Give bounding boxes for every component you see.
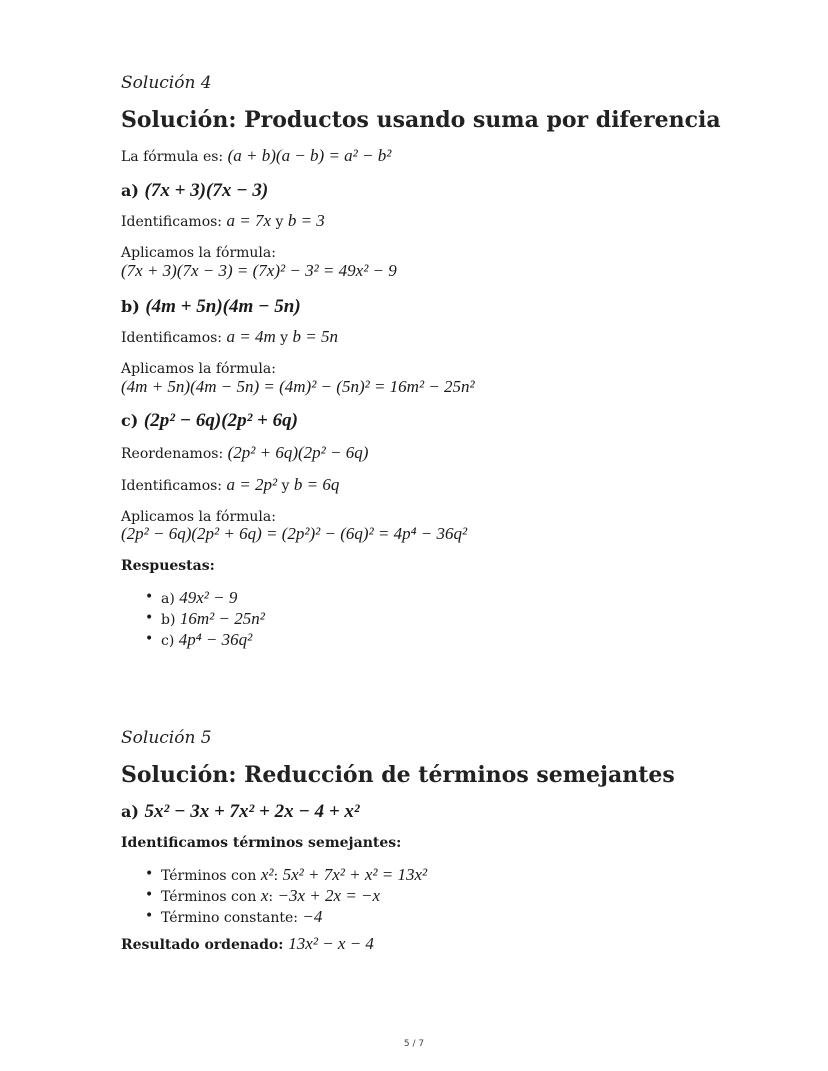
apply-steps-a	[121, 261, 397, 282]
subheading-prefix: a)	[121, 181, 145, 200]
answers-list	[121, 588, 265, 651]
bullet-icon: •	[145, 631, 154, 647]
term-expr: −3x + 2x = −x	[277, 886, 381, 905]
subheading-math: (4m + 5n)(4m − 5n)	[145, 296, 301, 317]
subheading-math: (2p² − 6q)(2p² + 6q)	[143, 410, 298, 431]
answers-label: Respuestas:	[121, 558, 215, 574]
apply-label-b: Aplicamos la fórmula:	[121, 361, 276, 377]
result-label: Resultado ordenado:	[121, 937, 289, 953]
result-math: 13x² − x − 4	[288, 934, 374, 953]
identify-prefix: Identificamos:	[121, 214, 227, 230]
identify-line-b	[121, 327, 338, 348]
bullet-icon: •	[145, 866, 154, 882]
answer-prefix: c)	[161, 633, 179, 649]
answer-value: 4p⁴ − 36q²	[178, 630, 253, 649]
identify-a: a = 4m	[226, 327, 276, 346]
formula-line	[121, 146, 391, 167]
subheading-prefix: c)	[121, 411, 144, 430]
identify-line-a	[121, 211, 325, 232]
section-title: Solución: Productos usando suma por diferencia	[121, 107, 721, 133]
steps-math: (2p² − 6q)(2p² + 6q) = (2p²)² − (6q)² = 4p⁴ − 36q²	[121, 524, 468, 543]
reorder-line-c	[121, 443, 368, 464]
answer-value: 49x² − 9	[179, 588, 238, 607]
subheading-prefix: b)	[121, 297, 146, 316]
formula-prefix: La fórmula es:	[121, 149, 228, 165]
term-var: x²	[260, 865, 274, 884]
bullet-icon: •	[145, 589, 154, 605]
list-item	[121, 865, 427, 886]
identify-b: b = 5n	[292, 327, 339, 346]
apply-steps-b	[121, 377, 475, 398]
list-item	[121, 609, 265, 630]
identify-y: y	[277, 478, 294, 494]
answer-prefix: b)	[161, 612, 180, 628]
subheading-a	[121, 180, 268, 202]
answer-value: 16m² − 25n²	[179, 609, 265, 628]
formula-math: (a + b)(a − b) = a² − b²	[227, 146, 392, 165]
list-item	[121, 630, 265, 651]
steps-math: (7x + 3)(7x − 3) = (7x)² − 3² = 49x² − 9	[121, 261, 397, 280]
list-item	[121, 588, 265, 609]
term-expr: −4	[302, 907, 323, 926]
identify-y: y	[271, 214, 288, 230]
section-label: Solución 5	[121, 728, 212, 748]
section-label: Solución 4	[121, 73, 212, 93]
reorder-math: (2p² + 6q)(2p² − 6q)	[227, 443, 369, 462]
subheading-math: 5x² − 3x + 7x² + 2x − 4 + x²	[144, 801, 360, 822]
subheading-prefix: a)	[121, 802, 145, 821]
reorder-prefix: Reordenamos:	[121, 446, 228, 462]
term-colon: :	[268, 889, 278, 905]
list-item	[121, 886, 427, 907]
term-expr: 5x² + 7x² + x² = 13x²	[282, 865, 428, 884]
apply-label-c: Aplicamos la fórmula:	[121, 509, 276, 525]
terms-list	[121, 865, 427, 928]
answer-prefix: a)	[161, 591, 180, 607]
page-number: 5 / 7	[403, 1039, 425, 1049]
term-colon: :	[273, 868, 283, 884]
term-prefix: Términos con	[161, 889, 261, 905]
term-var: x	[260, 886, 269, 905]
result-line	[121, 934, 374, 955]
subheading-b	[121, 296, 301, 318]
identify-prefix: Identificamos:	[121, 478, 227, 494]
apply-steps-c	[121, 524, 467, 545]
identify-y: y	[275, 330, 293, 346]
identify-b: b = 3	[287, 211, 325, 230]
bullet-icon: •	[145, 610, 154, 626]
apply-label-a: Aplicamos la fórmula:	[121, 245, 276, 261]
identify-b: b = 6q	[293, 475, 340, 494]
term-prefix: Término constante:	[161, 910, 303, 926]
identify-a: a = 7x	[226, 211, 272, 230]
subheading-c	[121, 410, 298, 432]
term-prefix: Términos con	[161, 868, 261, 884]
steps-math: (4m + 5n)(4m − 5n) = (4m)² − (5n)² = 16m² − 25n²	[121, 377, 475, 396]
identify-prefix: Identificamos:	[121, 330, 227, 346]
identify-a: a = 2p²	[226, 475, 278, 494]
identify-line-c	[121, 475, 339, 496]
identify-label: Identificamos términos semejantes:	[121, 835, 402, 851]
section-title: Solución: Reducción de términos semejantes	[121, 762, 675, 788]
list-item	[121, 907, 427, 928]
subheading-math: (7x + 3)(7x − 3)	[144, 180, 269, 201]
bullet-icon: •	[145, 908, 154, 924]
subheading-a	[121, 801, 360, 823]
bullet-icon: •	[145, 887, 154, 903]
